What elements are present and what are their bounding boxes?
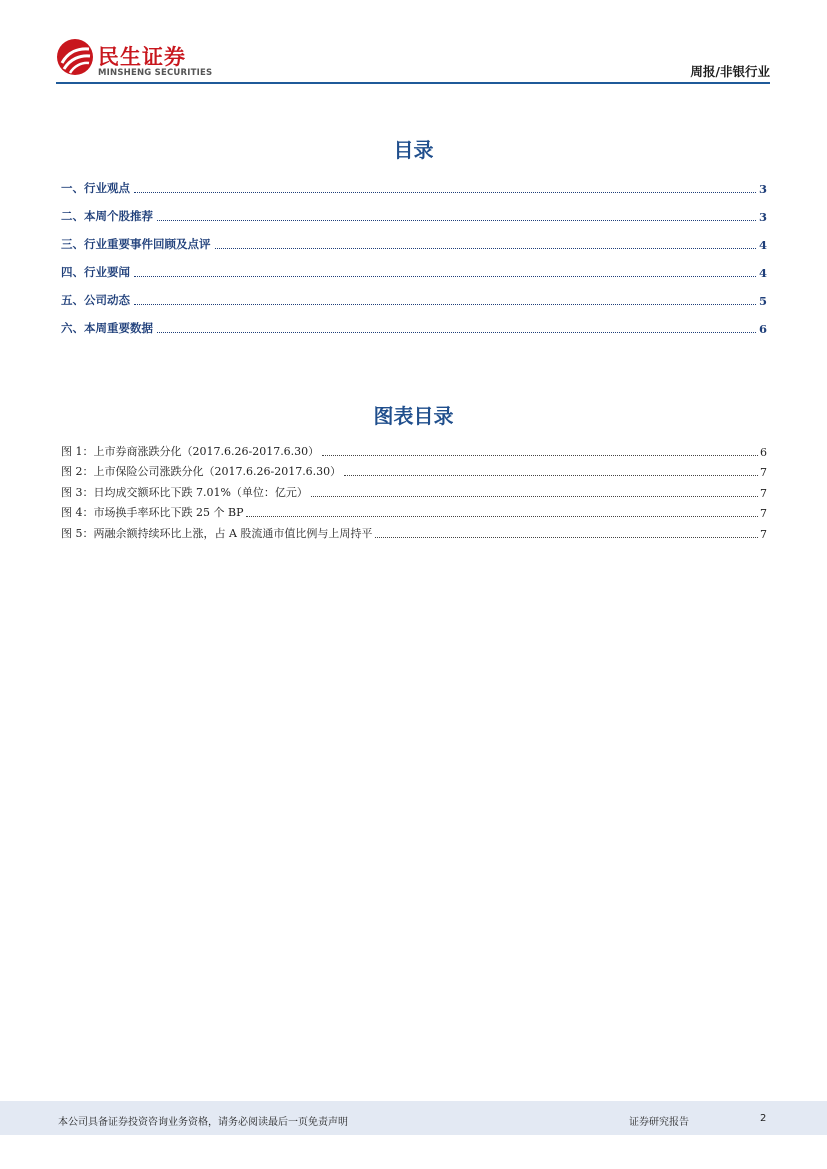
toc-entry[interactable] xyxy=(61,280,767,308)
figure-entry-label: 图 5：两融余额持续环比上涨，占 A 股流通市值比例与上周持平 xyxy=(61,526,373,540)
toc-title: 目录 xyxy=(393,138,434,162)
dot-leader xyxy=(134,192,756,193)
header-divider xyxy=(56,82,770,84)
figure-entry-page: 6 xyxy=(760,445,767,459)
figure-entry[interactable] xyxy=(61,479,767,500)
toc-entry[interactable] xyxy=(61,168,767,196)
figure-list xyxy=(61,438,767,541)
dot-leader xyxy=(215,248,756,249)
figure-entry-label: 图 3：日均成交额环比下跌 7.01%（单位：亿元） xyxy=(61,485,308,499)
toc-entry-label: 五、公司动态 xyxy=(61,293,130,307)
toc-entry-page: 3 xyxy=(758,182,767,196)
footer-disclaimer: 本公司具备证券投资咨询业务资格，请务必阅读最后一页免责声明 xyxy=(58,1117,348,1128)
figure-entry[interactable] xyxy=(61,520,767,541)
footer-doc-type: 证券研究报告 xyxy=(629,1117,689,1128)
figure-entry-page: 7 xyxy=(760,527,767,541)
toc-entry-page: 5 xyxy=(758,294,767,308)
toc-entry[interactable] xyxy=(61,224,767,252)
toc-entry-label: 六、本周重要数据 xyxy=(61,321,153,335)
table-of-contents xyxy=(61,168,767,336)
company-logo xyxy=(56,38,226,82)
dot-leader xyxy=(375,537,758,538)
report-type: 周报/非银行业 xyxy=(690,64,770,79)
figure-entry-label: 图 4：市场换手率环比下跌 25 个 BP xyxy=(61,506,244,519)
toc-entry-label: 三、行业重要事件回顾及点评 xyxy=(61,237,211,251)
toc-entry[interactable] xyxy=(61,308,767,336)
figure-entry[interactable] xyxy=(61,459,767,480)
dot-leader xyxy=(311,496,758,497)
toc-entry-label: 一、行业观点 xyxy=(61,181,130,195)
figure-entry-page: 7 xyxy=(760,486,767,500)
figure-entry-label: 图 2：上市保险公司涨跌分化（2017.6.26-2017.6.30） xyxy=(61,465,342,478)
logo-emblem-icon xyxy=(56,38,94,76)
toc-entry-label: 四、行业要闻 xyxy=(61,265,130,279)
toc-entry[interactable] xyxy=(61,252,767,280)
page-number: 2 xyxy=(760,1113,767,1124)
dot-leader xyxy=(344,475,758,476)
logo-english-name: MINSHENG SECURITIES xyxy=(98,68,213,78)
logo-chinese-name: 民生证券 xyxy=(98,45,186,69)
figure-entry-label: 图 1：上市券商涨跌分化（2017.6.26-2017.6.30） xyxy=(61,444,320,458)
page-header xyxy=(56,36,770,82)
dot-leader xyxy=(246,516,758,517)
toc-entry-label: 二、本周个股推荐 xyxy=(61,209,153,223)
toc-entry-page: 4 xyxy=(758,266,767,280)
figure-entry-page: 7 xyxy=(760,466,767,479)
dot-leader xyxy=(322,455,758,456)
dot-leader xyxy=(157,220,756,221)
figure-entry[interactable] xyxy=(61,500,767,521)
toc-entry-page: 6 xyxy=(758,322,767,336)
figure-entry[interactable] xyxy=(61,438,767,459)
toc-entry[interactable] xyxy=(61,196,767,224)
dot-leader xyxy=(134,276,756,277)
dot-leader xyxy=(134,304,756,305)
toc-entry-page: 3 xyxy=(758,210,767,224)
dot-leader xyxy=(157,332,756,333)
figure-entry-page: 7 xyxy=(760,507,767,520)
page-footer xyxy=(0,1101,827,1135)
toc-entry-page: 4 xyxy=(758,238,767,252)
figure-list-title: 图表目录 xyxy=(373,404,454,428)
